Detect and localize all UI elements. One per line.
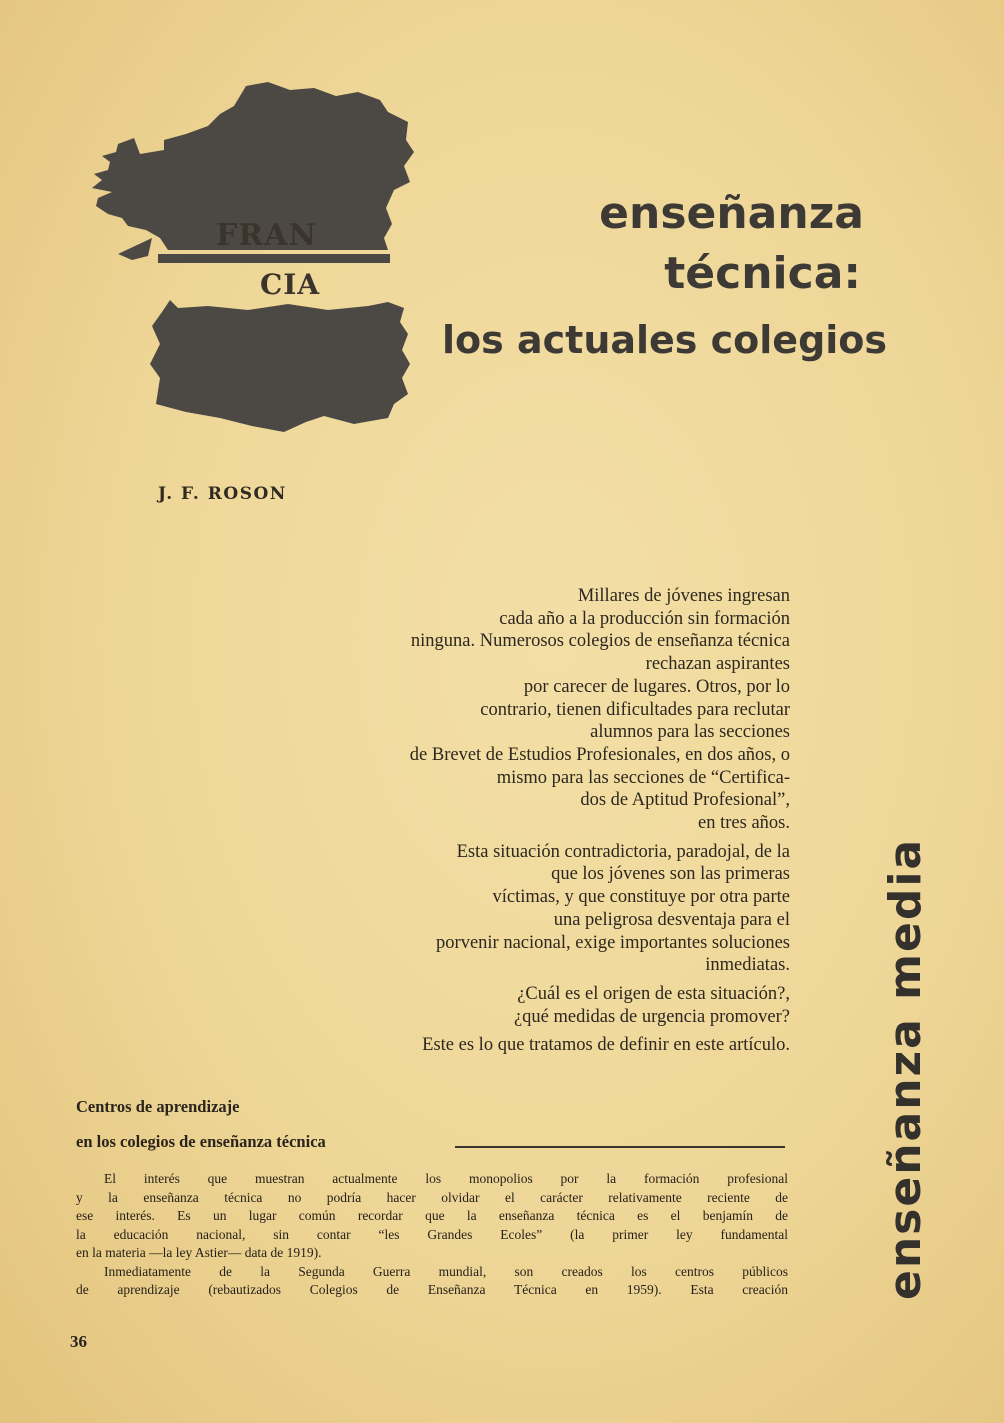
intro-line: víctimas, y que constituye por otra parte bbox=[492, 887, 790, 908]
title-line-2: técnica: bbox=[664, 248, 861, 299]
intro-line: en tres años. bbox=[698, 813, 790, 834]
map-label-cia: CIA bbox=[260, 268, 321, 301]
intro-line: Esta situación contradictoria, paradojal, de la bbox=[456, 841, 790, 862]
author-byline: J. F. ROSON bbox=[158, 484, 287, 504]
intro-line: por carecer de lugares. Otros, por lo bbox=[523, 676, 790, 697]
intro-line: ¿Cuál es el origen de esta situación?, bbox=[517, 983, 790, 1004]
section-heading-line-1: Centros de aprendizaje bbox=[76, 1097, 240, 1116]
intro-line: Este es lo que tratamos de definir en este artículo. bbox=[422, 1035, 790, 1056]
section-vertical-label: enseñanza media bbox=[880, 837, 931, 1300]
body-line: ese interés. Es un lugar común recordar que la enseñanza técnica es el benjamín de bbox=[76, 1208, 788, 1223]
section-rule bbox=[455, 1146, 785, 1148]
body-line: en la materia —la ley Astier— data de 1919). bbox=[76, 1245, 322, 1260]
intro-line: porvenir nacional, exige importantes soluciones bbox=[436, 932, 790, 953]
intro-line: cada año a la producción sin formación bbox=[499, 608, 790, 629]
intro-line: que los jóvenes son las primeras bbox=[551, 864, 790, 885]
intro-line: Millares de jóvenes ingresan bbox=[577, 586, 790, 606]
intro-line: rechazan aspirantes bbox=[645, 654, 790, 675]
title-line-3: los actuales colegios bbox=[442, 318, 888, 362]
body-line: El interés que muestran actualmente los monopolios por la formación profesional bbox=[104, 1171, 788, 1186]
body-line: Inmediatamente de la Segunda Guerra mundial, son creados los centros públicos bbox=[104, 1263, 788, 1279]
section-heading-line-2: en los colegios de enseñanza técnica bbox=[76, 1132, 326, 1151]
body-line: de aprendizaje (rebautizados Colegios de Enseñanza Técnica en 1959). Esta creación bbox=[76, 1282, 788, 1297]
intro-line: dos de Aptitud Profesional”, bbox=[580, 790, 790, 811]
france-map-icon bbox=[88, 78, 428, 440]
intro-line: mismo para las secciones de “Certifica- bbox=[496, 767, 790, 788]
intro-line: alumnos para las secciones bbox=[590, 722, 790, 743]
body-line: y la enseñanza técnica no podría hacer olvidar el carácter relativamente reciente de bbox=[76, 1189, 788, 1205]
intro-text bbox=[270, 585, 790, 1057]
body-line: la educación nacional, sin contar “les Grandes Ecoles” (la primer ley fundamental bbox=[76, 1226, 788, 1242]
page-number: 36 bbox=[70, 1332, 87, 1351]
france-map bbox=[88, 78, 428, 440]
body-text bbox=[76, 1170, 788, 1300]
title-line-1: enseñanza bbox=[599, 188, 864, 239]
map-label-fran: FRAN bbox=[216, 218, 317, 253]
intro-line: ninguna. Numerosos colegios de enseñanza técnica bbox=[410, 631, 790, 652]
intro-line: de Brevet de Estudios Profesionales, en dos años, o bbox=[409, 744, 790, 765]
intro-line: inmediatas. bbox=[705, 955, 790, 976]
intro-line: una peligrosa desventaja para el bbox=[553, 909, 790, 930]
intro-line: ¿qué medidas de urgencia promover? bbox=[513, 1006, 790, 1027]
intro-line: contrario, tienen dificultades para reclutar bbox=[480, 699, 790, 720]
